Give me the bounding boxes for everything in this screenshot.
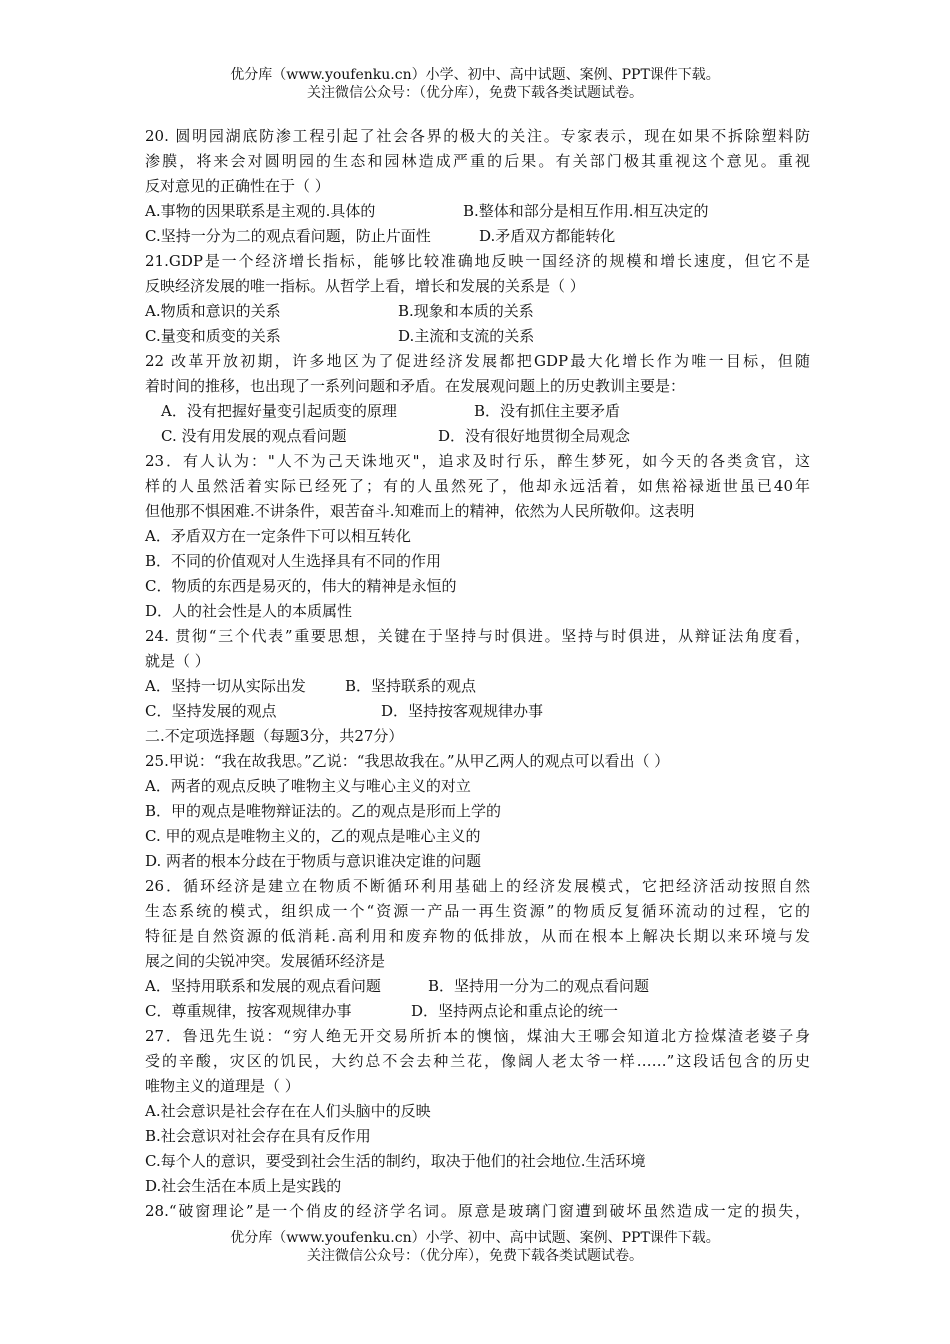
q24-option-c: C．坚持发展的观点 (145, 702, 277, 720)
q26-line-4: 展之间的尖锐冲突。发展循环经济是 (145, 952, 386, 970)
q26-option-c: C．尊重规律，按客观规律办事 (145, 1002, 352, 1020)
q22-options-cd (145, 424, 810, 449)
q27-line-1: 27．鲁迅先生说：“穷人绝无开交易所折本的懊恼，煤油大王哪会知道北方捡煤渣老婆子身 (145, 1027, 810, 1045)
q27-option-a: A.社会意识是社会存在在人们头脑中的反映 (145, 1102, 431, 1120)
page-footer (0, 1229, 950, 1265)
q21-line-1: 21.GDP是一个经济增长指标，能够比较准确地反映一国经济的规模和增长速度，但它不是 (145, 252, 810, 270)
q20-options-cd (145, 224, 810, 249)
q27-option-d: D.社会生活在本质上是实践的 (145, 1177, 342, 1195)
footer-line-2: 关注微信公众号：（优分库），免费下载各类试题试卷。 (307, 1248, 643, 1264)
q25-line-1: 25.甲说：“我在故我思。”乙说：“我思故我在。”从甲乙两人的观点可以看出（ ） (145, 752, 670, 770)
footer-line-1: 优分库（www.youfenku.cn）小学、初中、高中试题、案例、PPT课件下载。 (230, 1230, 720, 1246)
q26-option-a: A．坚持用联系和发展的观点看问题 (145, 977, 381, 995)
q23-line-1: 23．有人认为："人不为己天诛地灭"，追求及时行乐，醉生梦死，如今天的各类贪官，这 (145, 452, 810, 470)
q20-line-1: 20. 圆明园湖底防渗工程引起了社会各界的极大的关注。专家表示，现在如果不拆除塑料防 (145, 127, 810, 145)
q23-option-d: D．人的社会性是人的本质属性 (145, 602, 353, 620)
q20-line-3: 反对意见的正确性在于（ ） (145, 177, 330, 195)
q26-options-ab (145, 974, 810, 999)
q22-options-ab (145, 399, 810, 424)
q24-line-1: 24. 贯彻“三个代表”重要思想，关键在于坚持与时俱进。坚持与时俱进，从辩证法角度看， (145, 627, 810, 645)
q21-line-2: 反映经济发展的唯一指标。从哲学上看，增长和发展的关系是（ ） (145, 277, 585, 295)
q20-options-ab (145, 199, 810, 224)
q22-option-b: B．没有抓住主要矛盾 (474, 402, 621, 420)
section-2-heading: 二.不定项选择题（每题3分，共27分） (145, 727, 404, 745)
q27-line-2: 受的辛酸，灾区的饥民，大约总不会去种兰花，像阔人老太爷一样……”这段话包含的历史 (145, 1052, 810, 1070)
q25-option-c: C. 甲的观点是唯物主义的，乙的观点是唯心主义的 (145, 827, 481, 845)
q22-line-1: 22 改革开放初期，许多地区为了促进经济发展都把GDP最大化增长作为唯一目标，但随 (145, 352, 810, 370)
q22-option-c: C. 没有用发展的观点看问题 (161, 427, 347, 445)
q25-option-b: B．甲的观点是唯物辩证法的。乙的观点是形而上学的 (145, 802, 502, 820)
q20-line-2: 渗膜，将来会对圆明园的生态和园林造成严重的后果。有关部门极其重视这个意见。重视 (145, 152, 810, 170)
header-line-1: 优分库（www.youfenku.cn）小学、初中、高中试题、案例、PPT课件下载。 (230, 67, 720, 83)
q23-option-b: B．不同的价值观对人生选择具有不同的作用 (145, 552, 442, 570)
q26-option-b: B．坚持用一分为二的观点看问题 (428, 977, 650, 995)
q23-line-3: 但他那不惧困难.不讲条件，艰苦奋斗.知难而上的精神，依然为人民所敬仰。这表明 (145, 502, 695, 520)
q21-option-c: C.量变和质变的关系 (145, 327, 281, 345)
q26-line-1: 26．循环经济是建立在物质不断循环利用基础上的经济发展模式，它把经济活动按照自然 (145, 877, 810, 895)
q23-option-c: C．物质的东西是易灭的，伟大的精神是永恒的 (145, 577, 457, 595)
q27-line-3: 唯物主义的道理是（ ） (145, 1077, 300, 1095)
q20-option-b: B.整体和部分是相互作用.相互决定的 (463, 202, 709, 220)
q21-option-a: A.物质和意识的关系 (145, 302, 281, 320)
q21-options-ab (145, 299, 810, 324)
q21-options-cd (145, 324, 810, 349)
page-header (0, 66, 950, 102)
header-line-2: 关注微信公众号：（优分库），免费下载各类试题试卷。 (307, 85, 643, 101)
q24-option-b: B．坚持联系的观点 (345, 677, 477, 695)
q22-line-2: 着时间的推移，也出现了一系列问题和矛盾。在发展观问题上的历史教训主要是： (145, 377, 686, 395)
q21-option-b: B.现象和本质的关系 (398, 302, 534, 320)
q24-line-2: 就是（ ） (145, 652, 210, 670)
q25-option-a: A．两者的观点反映了唯物主义与唯心主义的对立 (145, 777, 471, 795)
q23-line-2: 样的人虽然活着实际已经死了；有的人虽然死了，他却永远活着，如焦裕禄逝世虽已40年 (145, 477, 810, 495)
exam-content (145, 124, 810, 1224)
q23-option-a: A．矛盾双方在一定条件下可以相互转化 (145, 527, 411, 545)
q24-options-cd (145, 699, 810, 724)
q26-options-cd (145, 999, 810, 1024)
q20-option-a: A.事物的因果联系是主观的.具体的 (145, 202, 376, 220)
q26-option-d: D．坚持两点论和重点论的统一 (411, 1002, 619, 1020)
q27-option-c: C.每个人的意识，要受到社会生活的制约，取决于他们的社会地位.生活环境 (145, 1152, 646, 1170)
q24-option-d: D．坚持按客观规律办事 (381, 702, 544, 720)
q25-option-d: D. 两者的根本分歧在于物质与意识谁决定谁的问题 (145, 852, 482, 870)
q21-option-d: D.主流和支流的关系 (398, 327, 535, 345)
q27-option-b: B.社会意识对社会存在具有反作用 (145, 1127, 371, 1145)
q22-option-a: A．没有把握好量变引起质变的原理 (161, 402, 397, 420)
q26-line-2: 生态系统的模式，组织成一个“资源一产品一再生资源”的物质反复循环流动的过程，它的 (145, 902, 810, 920)
q28-line-1: 28.“破窗理论”是一个俏皮的经济学名词。原意是玻璃门窗遭到破坏虽然造成一定的损失， (145, 1202, 810, 1220)
q22-option-d: D．没有很好地贯彻全局观念 (438, 427, 631, 445)
q24-options-ab (145, 674, 810, 699)
q26-line-3: 特征是自然资源的低消耗.高利用和废弃物的低排放，从而在根本上解决长期以来环境与发 (145, 927, 810, 945)
q20-option-c: C.坚持一分为二的观点看问题，防止片面性 (145, 227, 431, 245)
q20-option-d: D.矛盾双方都能转化 (479, 227, 616, 245)
q24-option-a: A．坚持一切从实际出发 (145, 677, 306, 695)
